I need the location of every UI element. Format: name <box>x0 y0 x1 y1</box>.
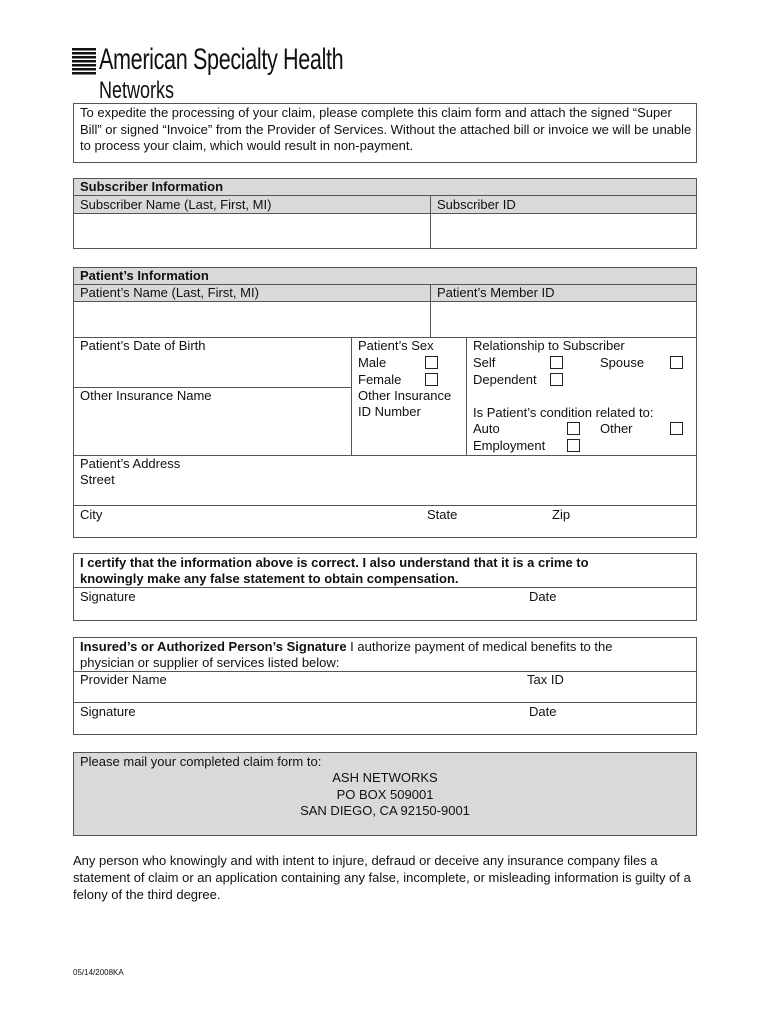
other-insurance-name-field[interactable] <box>74 405 350 454</box>
certify-date-field[interactable] <box>565 588 696 620</box>
city-label: City <box>80 507 103 522</box>
self-checkbox[interactable] <box>550 356 563 369</box>
other-insurance-id-field[interactable] <box>352 421 465 454</box>
state-field[interactable] <box>465 506 545 537</box>
spouse-label: Spouse <box>600 355 645 370</box>
certify-signature-label: Signature <box>80 589 136 604</box>
footer-code: 05/14/2008KA <box>73 968 124 977</box>
condition-related-label: Is Patient’s condition related to: <box>473 405 654 420</box>
authorize-text-1: I authorize payment of medical benefits to the <box>346 639 613 654</box>
patient-name-field[interactable] <box>74 302 429 336</box>
authorize-signature-field[interactable] <box>150 703 520 734</box>
patient-dob-field[interactable] <box>74 355 350 386</box>
tax-id-field[interactable] <box>572 672 696 701</box>
other-insurance-name-label: Other Insurance Name <box>80 388 212 403</box>
other-label: Other <box>600 421 633 436</box>
provider-name-label: Provider Name <box>80 672 167 687</box>
logo-name: American Specialty Health <box>99 43 344 76</box>
employment-label: Employment <box>473 438 546 453</box>
self-label: Self <box>473 355 496 370</box>
auto-label: Auto <box>473 421 500 436</box>
logo-stripes-icon <box>72 48 96 76</box>
dependent-checkbox[interactable] <box>550 373 563 386</box>
zip-field[interactable] <box>578 506 696 537</box>
authorize-bold-title: Insured’s or Authorized Person’s Signature <box>80 639 347 654</box>
mail-address-line1: ASH NETWORKS <box>332 770 438 785</box>
other-checkbox[interactable] <box>670 422 683 435</box>
female-label: Female <box>358 372 402 387</box>
city-field[interactable] <box>110 506 420 537</box>
subscriber-name-label: Subscriber Name (Last, First, MI) <box>80 197 272 212</box>
certify-signature-field[interactable] <box>150 588 520 620</box>
mail-intro: Please mail your completed claim form to: <box>80 754 322 769</box>
relationship-label: Relationship to Subscriber <box>473 338 625 353</box>
other-insurance-id-label-line1: Other Insurance <box>358 388 452 403</box>
company-logo <box>72 43 344 104</box>
patient-address-label: Patient’s Address <box>80 456 181 471</box>
intro-text: To expedite the processing of your claim, please complete this claim form and attach the signed “Super Bill” or signed “Invoice” from the Provider of Services. Without the attached bill or invoice we will be unable to process your claim, which would result in non-payment. <box>80 105 692 153</box>
subscriber-name-field[interactable] <box>74 214 429 248</box>
logo-subtitle: Networks <box>99 77 175 104</box>
authorize-date-field[interactable] <box>565 703 696 734</box>
other-insurance-id-label-line2: ID Number <box>358 404 421 419</box>
provider-name-field[interactable] <box>175 672 520 701</box>
zip-label: Zip <box>552 507 571 522</box>
mail-address-line2: PO BOX 509001 <box>336 787 434 802</box>
patient-member-id-label: Patient’s Member ID <box>437 285 555 300</box>
street-label: Street <box>80 472 115 487</box>
patient-name-label: Patient’s Name (Last, First, MI) <box>80 285 259 300</box>
authorize-statement-line2: physician or supplier of services listed below: <box>80 655 340 670</box>
mail-address-line3: SAN DIEGO, CA 92150-9001 <box>300 803 470 818</box>
male-label: Male <box>358 355 387 370</box>
certify-statement-line2: knowingly make any false statement to obtain compensation. <box>80 571 459 586</box>
subscriber-id-field[interactable] <box>431 214 696 248</box>
subscriber-section-title: Subscriber Information <box>80 179 224 194</box>
certify-statement-line1: I certify that the information above is correct. I also understand that it is a crime to <box>80 555 589 570</box>
authorize-statement-line1 <box>80 639 612 655</box>
female-checkbox[interactable] <box>425 373 438 386</box>
patient-member-id-field[interactable] <box>431 302 696 336</box>
auto-checkbox[interactable] <box>567 422 580 435</box>
authorize-signature-label: Signature <box>80 704 136 719</box>
spouse-checkbox[interactable] <box>670 356 683 369</box>
certify-date-label: Date <box>529 589 557 604</box>
dependent-label: Dependent <box>473 372 537 387</box>
authorize-date-label: Date <box>529 704 557 719</box>
street-field[interactable] <box>130 472 696 504</box>
tax-id-label: Tax ID <box>527 672 564 687</box>
patient-section-title: Patient’s Information <box>80 268 209 283</box>
male-checkbox[interactable] <box>425 356 438 369</box>
patient-sex-label: Patient’s Sex <box>358 338 434 353</box>
subscriber-id-label: Subscriber ID <box>437 197 516 212</box>
employment-checkbox[interactable] <box>567 439 580 452</box>
state-label: State <box>427 507 458 522</box>
fraud-warning: Any person who knowingly and with intent to injure, defraud or deceive any insurance company files a statement of claim or an application containing any false, incomplete, or misleading information is guilty of a felony of the third degree. <box>73 853 691 902</box>
patient-dob-label: Patient’s Date of Birth <box>80 338 206 353</box>
